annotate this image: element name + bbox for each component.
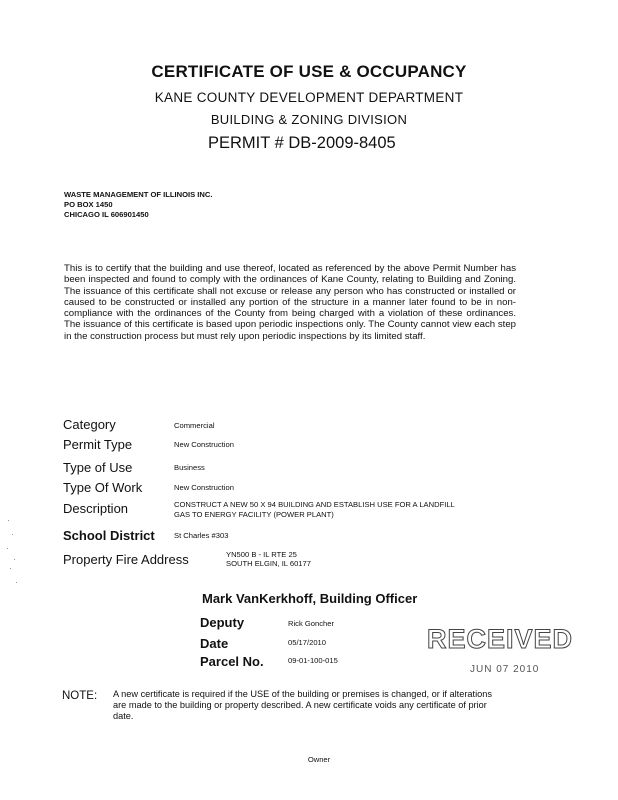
description-value-line1: CONSTRUCT A NEW 50 X 94 BUILDING AND ESTABLISH USE FOR A LANDFILL: [174, 500, 455, 509]
permit-number: PERMIT # DB-2009-8405: [208, 134, 396, 152]
parcel-value: 09-01-100-015: [288, 656, 338, 665]
permit-type-label: Permit Type: [63, 437, 133, 452]
note-text: A new certificate is required if the USE of the building or premises is changed, or if alterations are made to the building or property described. A new certificate voids any certificate of prior date.: [113, 689, 492, 721]
scan-speck: [8, 520, 9, 521]
building-officer: Mark VanKerkhoff, Building Officer: [202, 591, 418, 606]
note-label: NOTE:: [62, 690, 98, 702]
scan-speck: [16, 582, 17, 583]
description-value-line2: GAS TO ENERGY FACILITY (POWER PLANT): [174, 510, 334, 519]
type-of-work-value: New Construction: [174, 483, 234, 492]
deputy-label: Deputy: [200, 615, 245, 630]
date-label: Date: [200, 636, 229, 651]
permit-type-value: New Construction: [174, 440, 234, 449]
description-label: Description: [63, 501, 129, 516]
scan-speck: [10, 568, 11, 569]
division-name: BUILDING & ZONING DIVISION: [210, 112, 408, 127]
certificate-title: CERTIFICATE OF USE & OCCUPANCY: [151, 62, 467, 81]
received-stamp-date: JUN 07 2010: [470, 664, 540, 675]
recipient-address: PO BOX 1450: [64, 200, 113, 209]
fire-address-line1: YN500 B - IL RTE 25: [226, 550, 297, 559]
scan-speck: [7, 548, 8, 549]
type-of-use-label: Type of Use: [63, 460, 133, 475]
fire-address-label: Property Fire Address: [63, 552, 189, 567]
scan-speck: [12, 534, 13, 535]
category-value: Commercial: [174, 421, 215, 430]
department-name: KANE COUNTY DEVELOPMENT DEPARTMENT: [154, 90, 464, 105]
fire-address-line2: SOUTH ELGIN, IL 60177: [226, 559, 311, 568]
recipient-city: CHICAGO IL 606901450: [64, 210, 149, 219]
deputy-value: Rick Goncher: [288, 619, 335, 628]
type-of-work-label: Type Of Work: [63, 480, 143, 495]
date-value: 05/17/2010: [288, 638, 327, 647]
category-label: Category: [63, 417, 116, 432]
copy-designation: Owner: [307, 755, 331, 764]
type-of-use-value: Business: [174, 463, 205, 472]
scan-speck: [14, 559, 15, 560]
parcel-label: Parcel No.: [200, 654, 264, 669]
certification-statement: This is to certify that the building and use thereof, located as referenced by the above Permit Number has been inspected and found to comply with the ordinances of Kane County, relating to Building and Zoning. The issuance of this certificate shall not excuse or release any person who has constructed or installed or caused to be constructed or installed any portion of the structure in a manner later found to be in non-compliance with the ordinances of the County from being charged with a violation of these ordinances. The issuance of this certificate is based upon periodic inspections only. The County cannot view each step in the construction process but must rely upon periodic inspections by its limited staff.: [64, 263, 516, 342]
school-district-label: School District: [63, 528, 155, 543]
received-stamp: RECEIVED: [427, 624, 574, 654]
school-district-value: St Charles #303: [174, 531, 229, 540]
recipient-name: WASTE MANAGEMENT OF ILLINOIS INC.: [64, 190, 213, 199]
